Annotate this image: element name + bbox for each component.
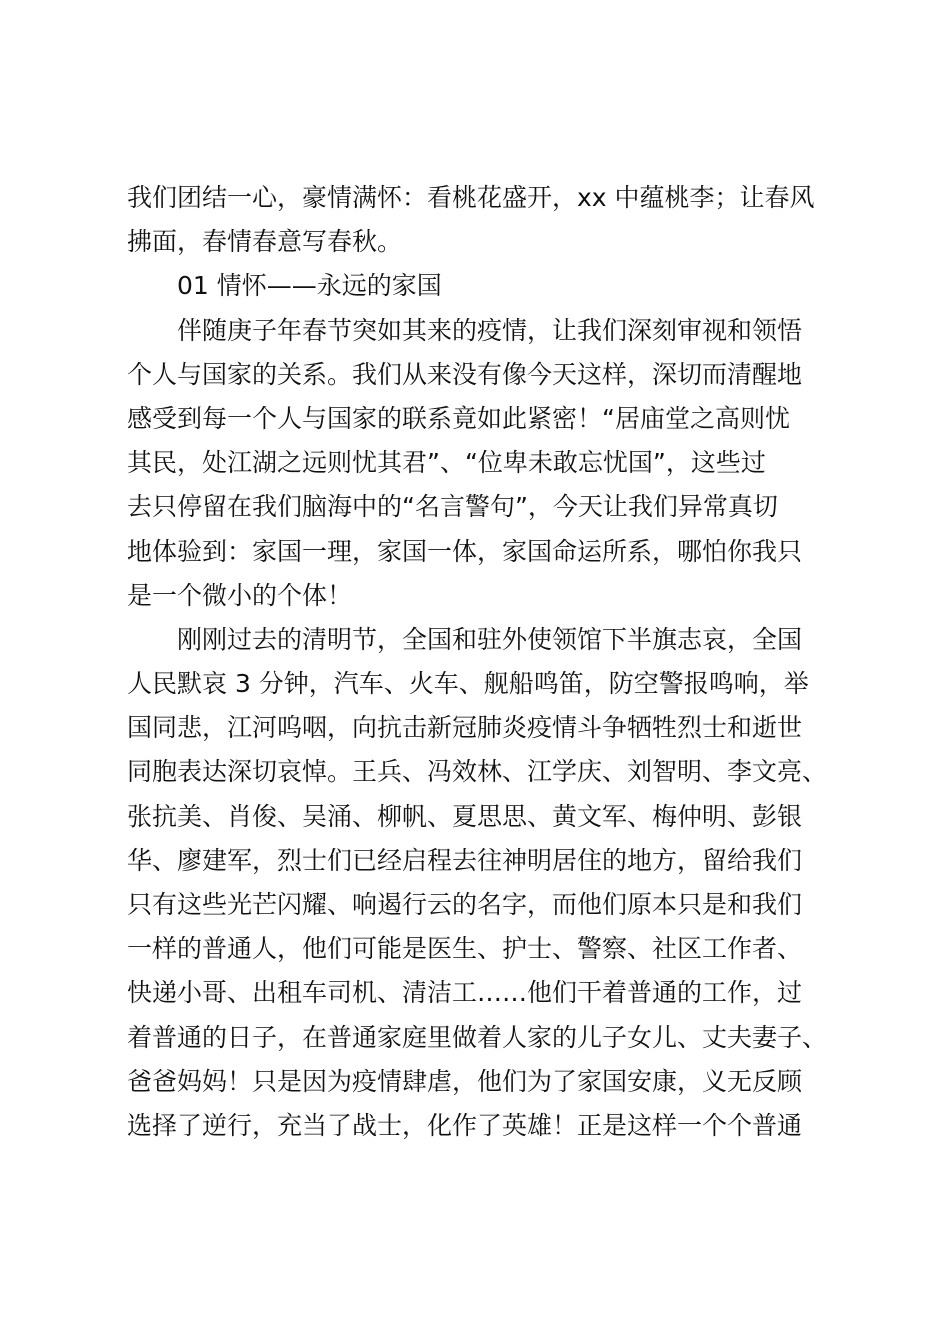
text-line: 拂面，春情春意写春秋。	[127, 227, 403, 257]
text-line: 只有这些光芒闪耀、响遏行云的名字，而他们原本只是和我们	[127, 890, 803, 919]
text-line: 其民，处江湖之远则忧其君”、“位卑未敢忘忧国”，这些过	[127, 448, 766, 478]
section-heading: 01 情怀——永远的家国	[177, 271, 442, 301]
text-line: 着普通的日子，在普通家庭里做着人家的儿子女儿、丈夫妻子、	[127, 1022, 828, 1052]
text-line: 伴随庚子年春节突如其来的疫情，让我们深刻审视和领悟	[177, 315, 803, 345]
text-line: 人民默哀 3 分钟，汽车、火车、舰船鸣笛，防空警报鸣响，举	[127, 669, 809, 699]
body-text	[127, 176, 839, 1148]
text-line: 我们团结一心，豪情满怀：看桃花盛开，xx 中蕴桃李；让春风	[127, 183, 815, 212]
text-line: 国同悲，江河呜咽，向抗击新冠肺炎疫情斗争牺牲烈士和逝世	[127, 713, 803, 743]
text-line: 是一个微小的个体！	[127, 580, 353, 610]
text-line: 华、廖建军，烈士们已经启程去往神明居住的地方，留给我们	[127, 845, 803, 875]
text-line: 张抗美、肖俊、吴涌、柳帆、夏思思、黄文军、梅仲明、彭银	[127, 801, 803, 831]
text-line: 感受到每一个人与国家的联系竟如此紧密！“居庙堂之高则忧	[127, 403, 790, 433]
text-line: 爸爸妈妈！只是因为疫情肆虐，他们为了家国安康，义无反顾	[127, 1066, 803, 1096]
text-line: 同胞表达深切哀悼。王兵、冯效林、江学庆、刘智明、李文亮、	[127, 757, 828, 787]
text-line: 一样的普通人，他们可能是医生、护士、警察、社区工作者、	[127, 934, 803, 964]
text-line: 个人与国家的关系。我们从来没有像今天这样，深切而清醒地	[127, 359, 803, 389]
text-line: 快递小哥、出租车司机、清洁工……他们干着普通的工作，过	[127, 978, 803, 1008]
text-line: 刚刚过去的清明节，全国和驻外使领馆下半旗志哀，全国	[177, 624, 803, 654]
text-line: 去只停留在我们脑海中的“名言警句”，今天让我们异常真切	[127, 492, 778, 522]
text-line: 选择了逆行，充当了战士，化作了英雄！正是这样一个个普通	[127, 1110, 803, 1140]
text-line: 地体验到：家国一理，家国一体，家国命运所系，哪怕你我只	[127, 536, 803, 566]
